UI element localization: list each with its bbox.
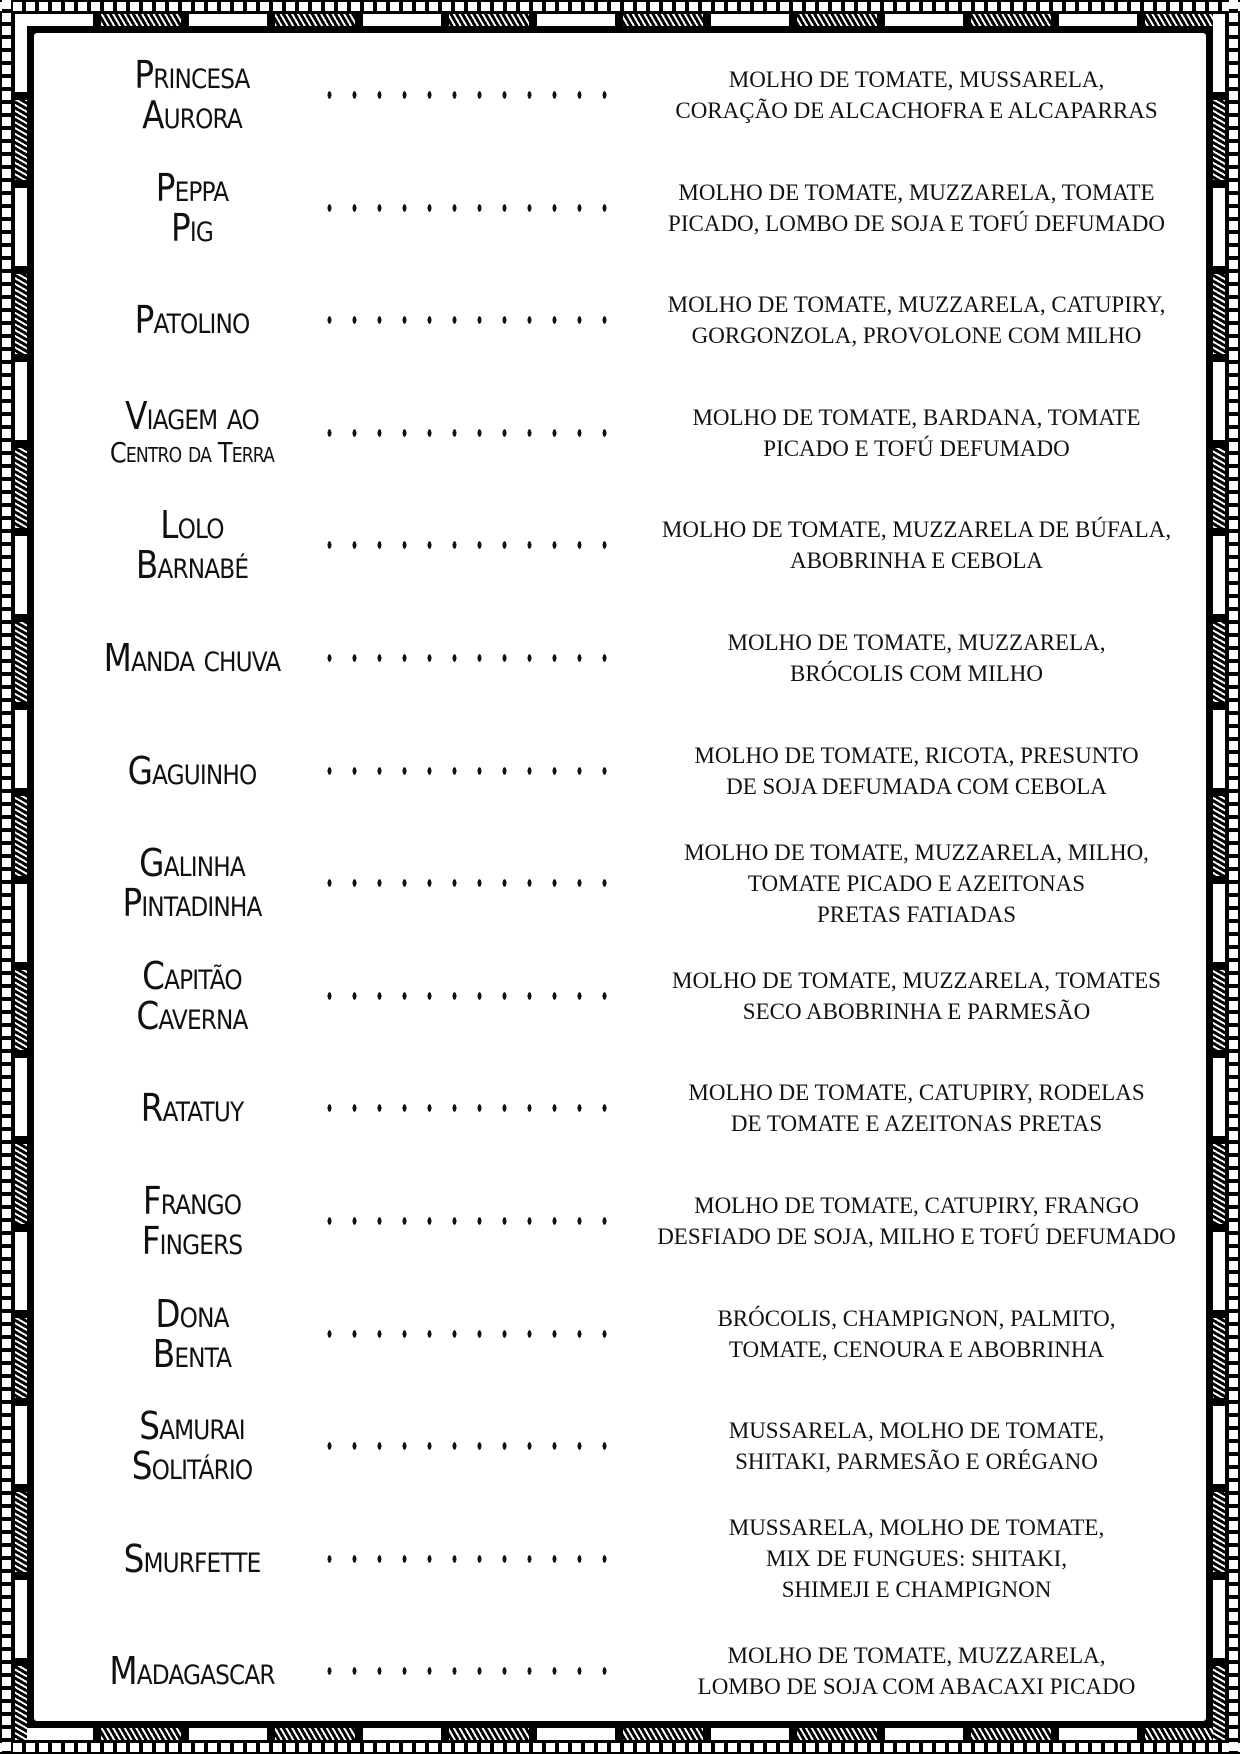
description-line: PICADO, LOMBO DE SOJA E TOFÚ DEFUMADO [668, 210, 1165, 236]
menu-item [34, 940, 1206, 1052]
name-line: Gaguinho [127, 748, 257, 793]
description-line: MOLHO DE TOMATE, MUZZARELA, CATUPIRY, [667, 292, 1166, 318]
name-line: Patolino [134, 298, 250, 343]
menu-item-name [63, 393, 321, 470]
menu-item [34, 152, 1206, 264]
menu-item [34, 1390, 1206, 1502]
description-line: DE SOJA DEFUMADA COM CEBOLA [726, 773, 1107, 799]
dot-leader [317, 1329, 617, 1339]
dot-leader [317, 90, 617, 100]
menu-item-description [607, 627, 1206, 689]
dot-leader [317, 315, 617, 325]
name-line: Samurai [139, 1404, 245, 1449]
name-line: Capitão [142, 953, 242, 998]
menu-item-name [63, 748, 321, 793]
menu-item [34, 39, 1206, 151]
description-line: ABOBRINHA E CEBOLA [789, 548, 1043, 574]
menu-item-description [607, 740, 1206, 802]
name-line: Frango [142, 1179, 242, 1223]
dot-leader [317, 991, 617, 1001]
menu-item-description [607, 289, 1206, 351]
dot-leader [317, 1216, 617, 1226]
menu-item-description [607, 965, 1206, 1027]
menu-panel [34, 33, 1206, 1721]
name-line: Peppa [155, 165, 229, 210]
border-bottom-band [15, 1728, 1225, 1740]
menu-item [34, 1503, 1206, 1615]
description-line: SECO ABOBRINHA E PARMESÃO [742, 998, 1091, 1024]
description-line: MUSSARELA, MOLHO DE TOMATE, [728, 1515, 1105, 1541]
menu-item-name [63, 1086, 321, 1131]
description-line: PICADO E TOFÚ DEFUMADO [763, 435, 1070, 461]
menu-item-description [607, 1640, 1206, 1702]
description-line: MOLHO DE TOMATE, CATUPIRY, RODELAS [688, 1080, 1145, 1106]
name-line: Princesa [134, 53, 250, 97]
menu-item-name [63, 1536, 321, 1581]
description-line: MUSSARELA, MOLHO DE TOMATE, [728, 1418, 1105, 1444]
menu-item-description [607, 1415, 1206, 1477]
name-line: Galinha [139, 841, 245, 886]
menu-item [34, 1165, 1206, 1277]
dot-leader [317, 1441, 617, 1451]
description-line: GORGONZOLA, PROVOLONE COM MILHO [691, 323, 1142, 349]
menu-item [34, 264, 1206, 376]
name-line: Viagem ao [125, 393, 259, 438]
description-line: TOMATE PICADO E AZEITONAS [747, 870, 1086, 896]
border-left-ticks [2, 0, 11, 1754]
border-bottom-ticks [0, 1743, 1240, 1752]
dot-leader [317, 1554, 617, 1564]
menu-item-description [607, 1512, 1206, 1605]
menu-item [34, 715, 1206, 827]
description-line: SHITAKI, PARMESÃO E ORÉGANO [735, 1449, 1098, 1475]
description-line: MOLHO DE TOMATE, MUSSARELA, [728, 67, 1105, 92]
description-line: MOLHO DE TOMATE, MUZZARELA, TOMATES [672, 967, 1161, 993]
description-line: MOLHO DE TOMATE, MUZZARELA, MILHO, [684, 839, 1149, 865]
dot-leader [317, 653, 617, 663]
menu-item-name [63, 1649, 321, 1694]
border-top-band [15, 14, 1225, 26]
description-line: MOLHO DE TOMATE, MUZZARELA, [727, 630, 1106, 655]
name-line: Madagascar [109, 1649, 275, 1694]
dot-leader [317, 766, 617, 776]
dot-leader [317, 1103, 617, 1113]
name-line: Ratatuy [140, 1086, 244, 1131]
description-line: BRÓCOLIS COM MILHO [789, 661, 1044, 686]
description-line: LOMBO DE SOJA COM ABACAXI PICADO [697, 1674, 1136, 1700]
menu-item-description [607, 1190, 1206, 1252]
menu-item [34, 602, 1206, 714]
border-right-band [1213, 14, 1225, 1740]
border-top-ticks [0, 2, 1240, 11]
menu-item [34, 1615, 1206, 1727]
name-line: Manda chuva [103, 636, 281, 680]
name-line: Dona [155, 1291, 229, 1336]
description-line: MIX DE FUNGUES: SHITAKI, [766, 1546, 1067, 1572]
name-line: Barnabé [135, 543, 249, 588]
border-left-band [15, 14, 27, 1740]
dot-leader [317, 203, 617, 213]
border-right-ticks [1229, 0, 1238, 1754]
name-line: Pintadinha [122, 881, 262, 926]
menu-item-name [63, 503, 321, 588]
description-line: MOLHO DE TOMATE, MUZZARELA DE BÚFALA, [661, 517, 1172, 543]
menu-item-description [607, 402, 1206, 464]
name-line: Pig [171, 205, 213, 250]
menu-item-name [63, 1181, 321, 1261]
name-line: Smurfette [123, 1536, 261, 1581]
menu-item-name [63, 165, 321, 250]
menu-item [34, 827, 1206, 939]
dot-leader [317, 1666, 617, 1676]
menu-item-description [607, 177, 1206, 239]
description-line: DE TOMATE E AZEITONAS PRETAS [730, 1111, 1103, 1137]
description-line: MOLHO DE TOMATE, MUZZARELA, [727, 1643, 1106, 1669]
menu-item [34, 377, 1206, 489]
description-line: MOLHO DE TOMATE, RICOTA, PRESUNTO [694, 742, 1139, 768]
menu-item-description [607, 64, 1206, 126]
menu-item-description [607, 1077, 1206, 1139]
description-line: DESFIADO DE SOJA, MILHO E TOFÚ DEFUMADO [657, 1224, 1176, 1249]
menu-item-name [63, 1291, 321, 1376]
menu-item [34, 1052, 1206, 1164]
description-line: MOLHO DE TOMATE, MUZZARELA, TOMATE [678, 179, 1155, 205]
menu-item-name [63, 638, 321, 678]
dot-leader [317, 540, 617, 550]
menu-item-name [63, 841, 321, 926]
name-line: Caverna [136, 993, 248, 1038]
name-subtitle: Centro da Terra [109, 435, 275, 469]
menu-item-description [607, 514, 1206, 576]
name-line: Aurora [142, 93, 242, 137]
description-line: PRETAS FATIADAS [816, 901, 1016, 927]
description-line: SHIMEJI E CHAMPIGNON [781, 1577, 1052, 1603]
menu-item-description [607, 1303, 1206, 1365]
description-line: MOLHO DE TOMATE, CATUPIRY, FRANGO [694, 1193, 1139, 1218]
description-line: TOMATE, CENOURA E ABOBRINHA [728, 1336, 1105, 1362]
name-line: Fingers [141, 1219, 243, 1263]
menu-item-name [63, 55, 321, 135]
menu-item-description [607, 837, 1206, 930]
description-line: MOLHO DE TOMATE, BARDANA, TOMATE [692, 404, 1141, 430]
menu-item [34, 489, 1206, 601]
dot-leader [317, 878, 617, 888]
name-line: Lolo [160, 503, 224, 548]
dot-leader [317, 428, 617, 438]
name-line: Benta [152, 1331, 232, 1376]
description-line: BRÓCOLIS, CHAMPIGNON, PALMITO, [717, 1305, 1116, 1331]
name-line: Solitário [131, 1444, 253, 1489]
menu-item-name [63, 298, 321, 343]
menu-item-name [63, 1404, 321, 1489]
menu-item [34, 1278, 1206, 1390]
menu-item-name [63, 953, 321, 1038]
description-line: CORAÇÃO DE ALCACHOFRA E ALCAPARRAS [675, 98, 1158, 123]
